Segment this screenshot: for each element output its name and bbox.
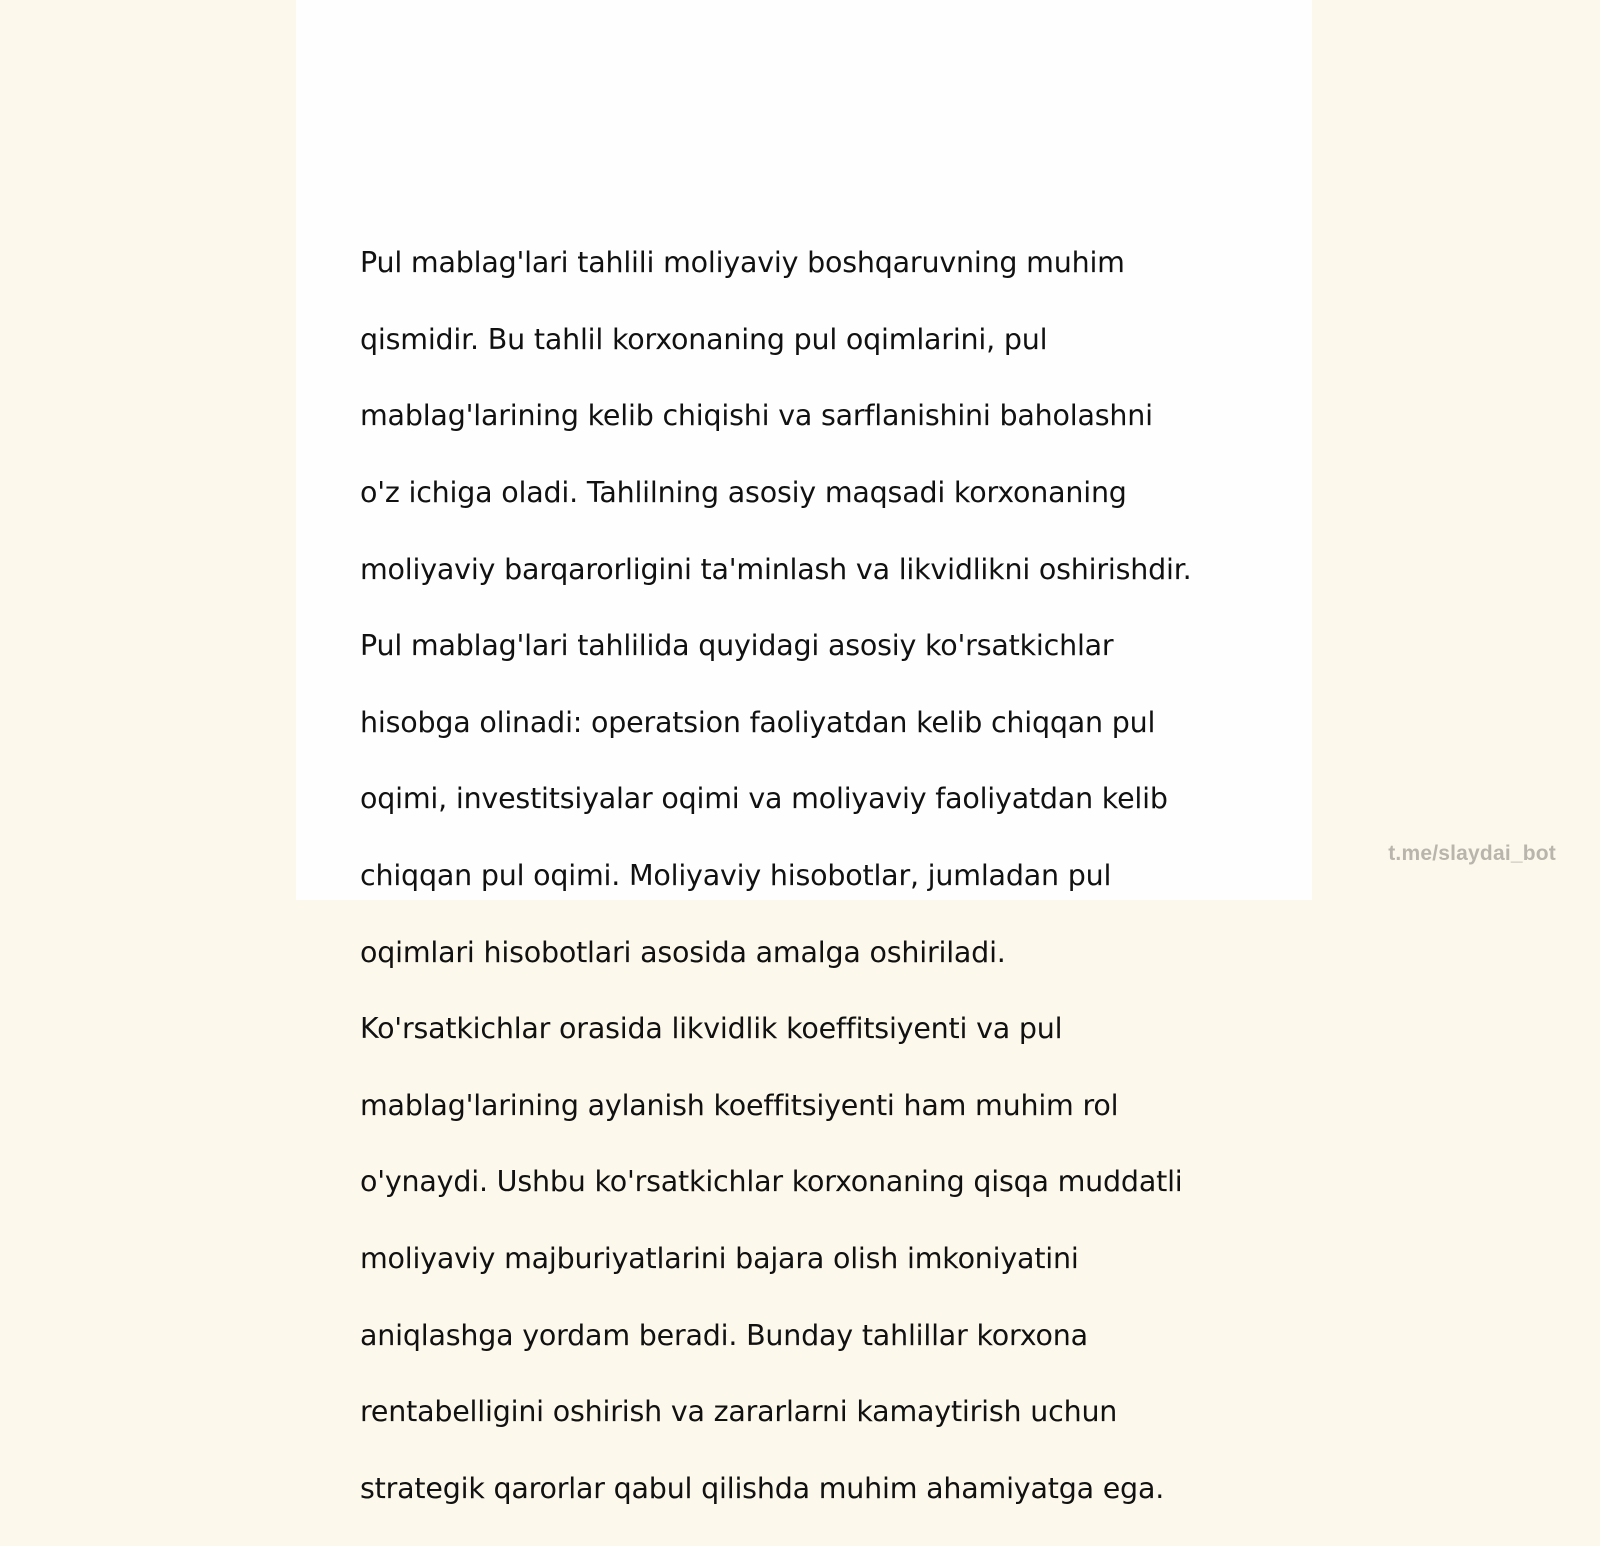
text-line: mablag'larining kelib chiqishi va sarflanishini baholashni [360,399,1153,433]
text-line: chiqqan pul oqimi. Moliyaviy hisobotlar, jumladan pul [360,859,1112,893]
text-line: mablag'larining aylanish koeffitsiyenti ham muhim rol [360,1088,1119,1122]
text-line: o'z ichiga oladi. Tahlilning asosiy maqsadi korxonaning [360,476,1127,510]
text-line: qismidir. Bu tahlil korxonaning pul oqimlarini, pul [360,322,1048,356]
text-line: strategik qarorlar qabul qilishda muhim ahamiyatga ega. [360,1471,1165,1505]
text-line: o'ynaydi. Ushbu ko'rsatkichlar korxonaning qisqa muddatli [360,1165,1183,1199]
text-line: moliyaviy barqarorligini ta'minlash va likvidlikni oshirishdir. [360,552,1192,586]
text-line: hisobga olinadi: operatsion faoliyatdan kelib chiqqan pul [360,705,1156,739]
text-line: aniqlashga yordam beradi. Bunday tahlillar korxona [360,1318,1088,1352]
slide-body-text [360,206,1260,1546]
text-line: rentabelligini oshirish va zararlarni kamaytirish uchun [360,1395,1118,1429]
text-line: oqimi, investitsiyalar oqimi va moliyaviy faoliyatdan kelib [360,782,1168,816]
text-line: Pul mablag'lari tahlilida quyidagi asosiy ko'rsatkichlar [360,629,1114,663]
text-line: Ko'rsatkichlar orasida likvidlik koeffitsiyenti va pul [360,1012,1063,1046]
watermark-link[interactable]: t.me/slaydai_bot [1388,842,1556,865]
text-line: oqimlari hisobotlari asosida amalga oshiriladi. [360,935,1006,969]
text-line: moliyaviy majburiyatlarini bajara olish imkoniyatini [360,1242,1079,1276]
text-line: Pul mablag'lari tahlili moliyaviy boshqaruvning muhim [360,246,1125,280]
